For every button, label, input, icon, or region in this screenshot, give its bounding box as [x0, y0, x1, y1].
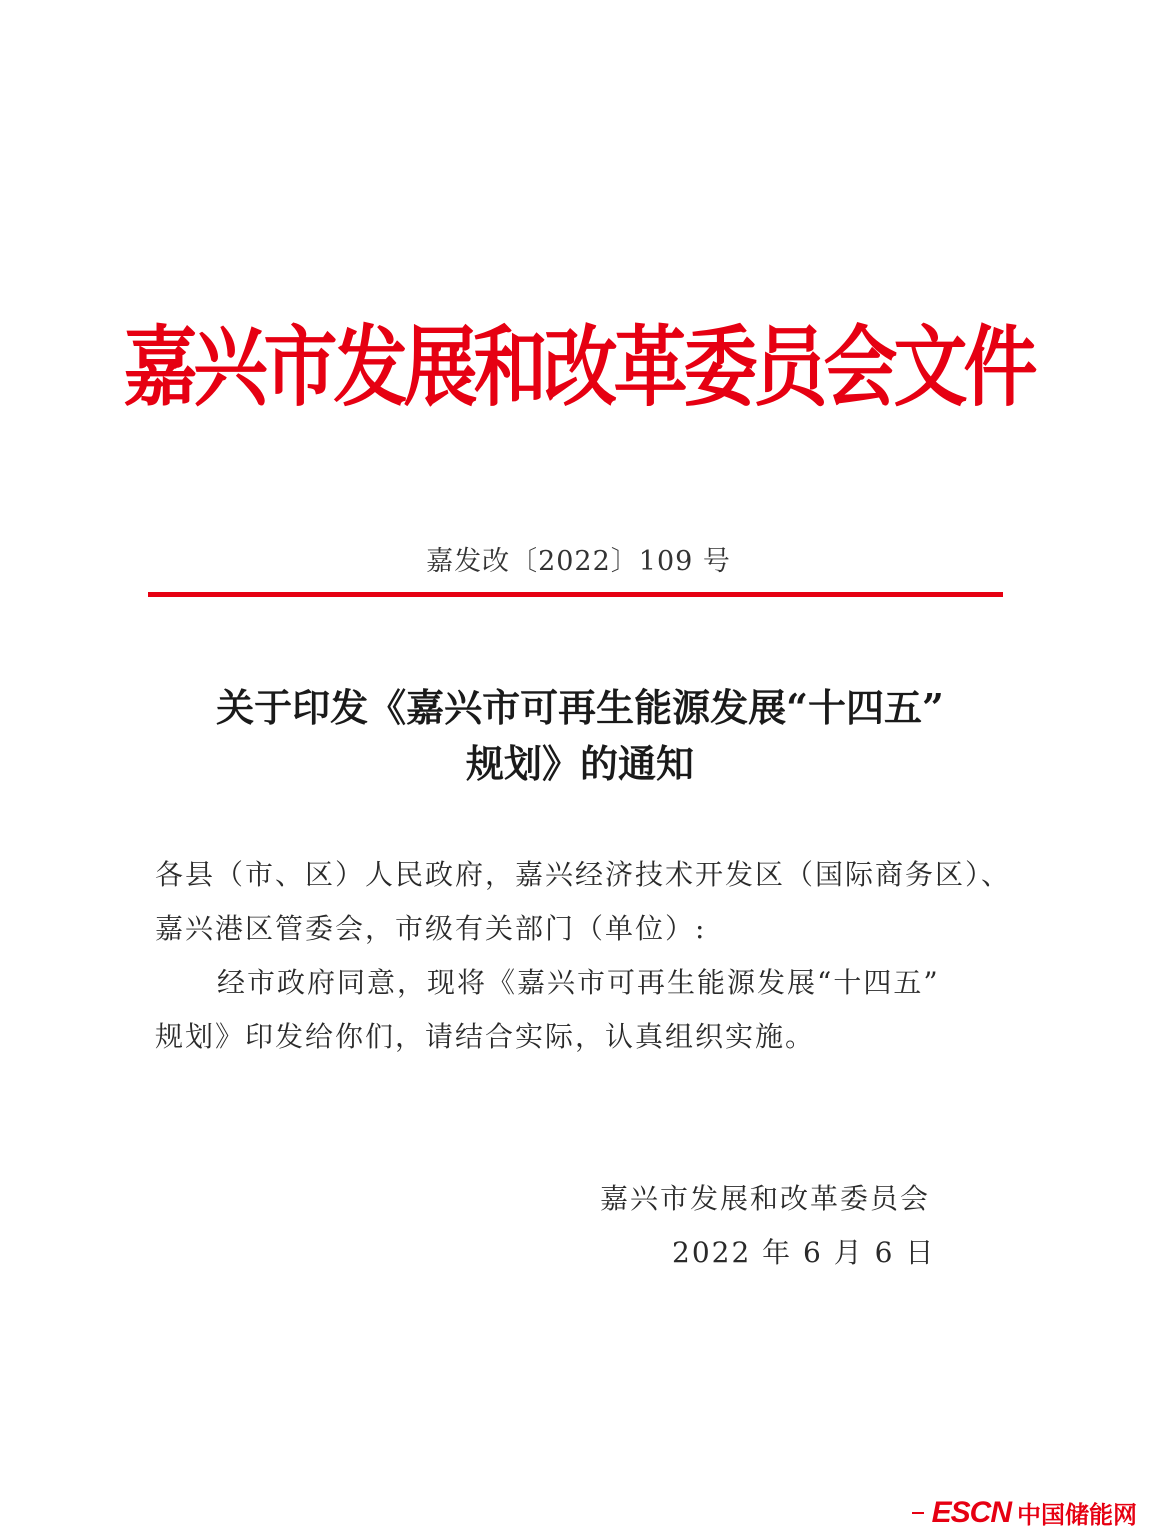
- watermark-site-name: 中国储能网: [1017, 1501, 1137, 1529]
- notice-title-line-1: 关于印发《嘉兴市可再生能源发展“十四五”: [216, 685, 944, 730]
- watermark-dash-icon: [912, 1512, 924, 1514]
- signature-block: [600, 1172, 960, 1280]
- notice-title: [150, 680, 1010, 792]
- notice-title-line-2: 规划》的通知: [465, 741, 694, 786]
- addressee-line-1: 各县（市、区）人民政府，嘉兴经济技术开发区（国际商务区）、: [155, 858, 1012, 891]
- red-divider-line: [148, 592, 1003, 597]
- addressee-line-2: 嘉兴港区管委会，市级有关部门（单位）:: [155, 912, 707, 945]
- body-paragraph-line-2: 规划》印发给你们，请结合实际，认真组织实施。: [155, 1020, 816, 1053]
- escn-watermark: [912, 1495, 1137, 1530]
- escn-logo: ESCN: [931, 1495, 1011, 1529]
- notice-body: [155, 848, 1012, 1064]
- signature-organization: 嘉兴市发展和改革委员会: [600, 1182, 931, 1215]
- signature-date: 2022 年 6 月 6 日: [672, 1236, 936, 1269]
- document-number: 嘉发改〔2022〕109 号: [426, 546, 731, 577]
- org-header-title: 嘉兴市发展和改革委员会文件: [123, 317, 1034, 419]
- body-paragraph-line-1: 经市政府同意，现将《嘉兴市可再生能源发展“十四五”: [217, 966, 940, 999]
